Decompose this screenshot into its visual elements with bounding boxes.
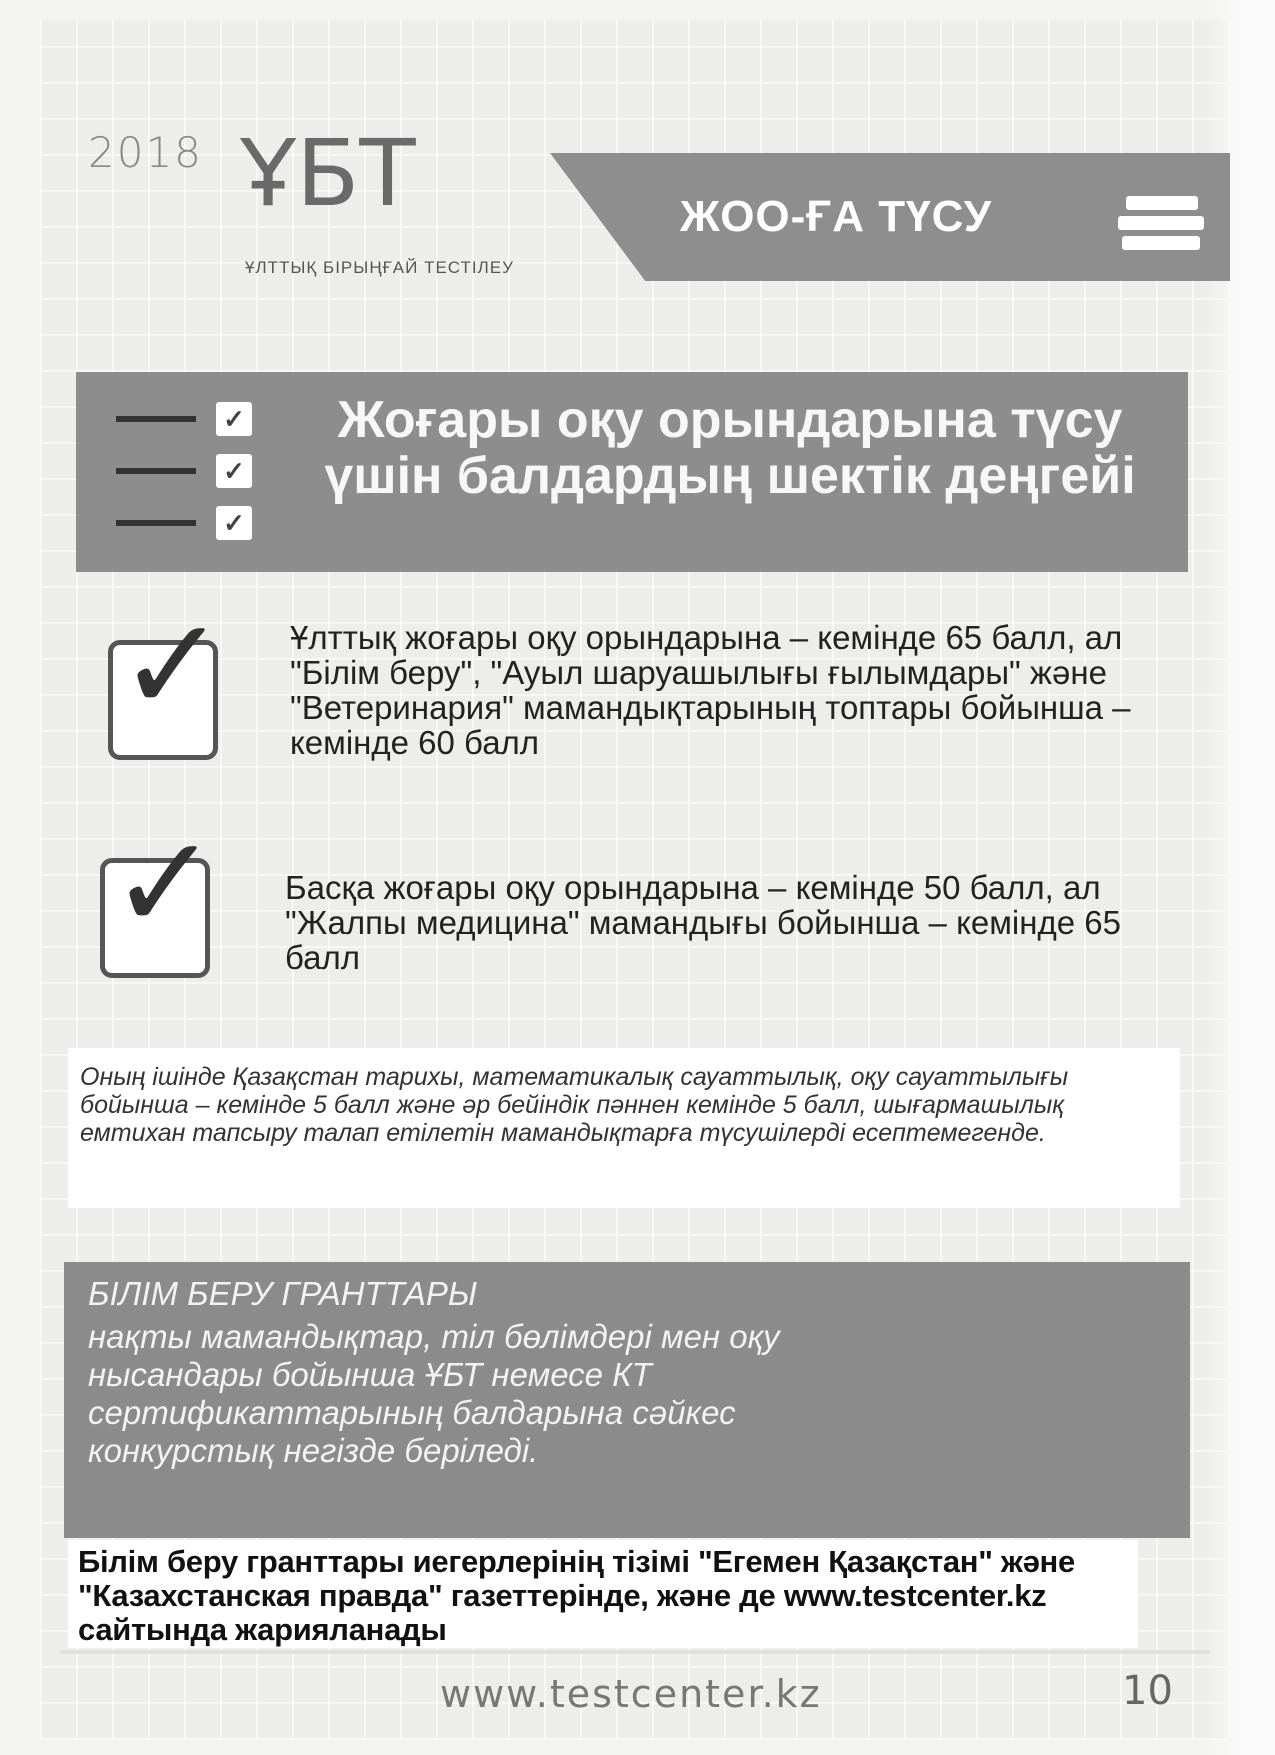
checkmark-glyph: ✓ [118,589,227,741]
section-title: Жоғары оқу орындарына түсу үшін балдардың шектік деңгейі [324,391,1136,505]
page-number: 10 [1122,1668,1173,1714]
logo: ҰБТ [240,120,416,227]
logo-subtitle: ҰЛТТЫҚ БІРЫҢҒАЙ ТЕСТІЛЕУ [245,258,514,277]
checkmark-glyph: ✓ [110,807,219,959]
footer-text: Білім беру гранттары иегерлерінің тізімі "Егемен Қазақстан" және "Казахстанская правда" газеттерінде, және де www.testcenter.kz сайтында жарияланады [78,1544,1075,1647]
grants-title: БІЛІМ БЕРУ ГРАНТТАРЫ [88,1275,478,1312]
bottom-divider [60,1650,1210,1654]
year-label: 2018 [88,128,203,177]
rule-1-text: Ұлттық жоғары оқу орындарына – кемінде 65 балл, ал "Білім беру", "Ауыл шаруашылығы ғылымдары" және "Ветеринария" мамандықтарының топтары бойынша – кемінде 60 балл [290,619,1131,761]
site-url[interactable]: www.testcenter.kz [440,1672,822,1716]
books-icon [1118,190,1204,256]
banner-title: ЖОО-ҒА ТҮСУ [680,192,993,241]
checklist-icon: ✓ ✓ ✓ [112,398,262,548]
rule-2-text: Басқа жоғары оқу орындарына – кемінде 50 балл, ал "Жалпы медицина" мамандығы бойынша – кемінде 65 балл [285,869,1121,976]
note-text: Оның ішінде Қазақстан тарихы, математикалық сауаттылық, оқу сауаттылығы бойынша – кемінде 5 балл және әр бейіндік пәннен кемінде 5 балл, шығармашылық емтихан тапсыру талап етілетін мамандықтарға түсушілерді есептемегенде. [80,1063,1069,1147]
grants-text: нақты мамандықтар, тіл бөлімдері мен оқу нысандары бойынша ҰБТ немесе КТ сертификаттарының балдарына сәйкес конкурстық негізде беріледі. [88,1318,780,1469]
